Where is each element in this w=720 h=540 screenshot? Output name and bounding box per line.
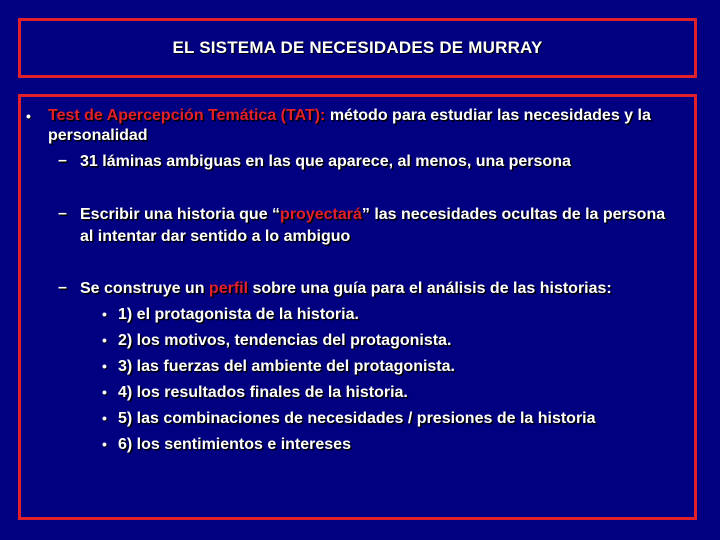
proyectara-highlight: proyectará bbox=[280, 206, 362, 223]
sub-item-2-pre: Escribir una historia que “ bbox=[80, 206, 281, 223]
main-bullet-line1-rest: método para estudiar las necesidades y la bbox=[325, 107, 651, 124]
main-bullet-marker: • bbox=[26, 108, 31, 124]
title-box bbox=[18, 18, 697, 78]
profile-item-4: 4) los resultados finales de la historia. bbox=[118, 384, 408, 401]
main-bullet-line1 bbox=[48, 106, 651, 126]
profile-item-bullet: • bbox=[102, 384, 107, 400]
sub-item-3-post: sobre una guía para el análisis de las historias: bbox=[248, 280, 612, 297]
profile-item-bullet: • bbox=[102, 358, 107, 374]
profile-item-6: 6) los sentimientos e intereses bbox=[118, 436, 351, 453]
profile-item-2: 2) los motivos, tendencias del protagonista. bbox=[118, 332, 452, 349]
profile-item-5: 5) las combinaciones de necesidades / presiones de la historia bbox=[118, 410, 596, 427]
perfil-highlight: perfil bbox=[208, 280, 249, 297]
profile-item-bullet: • bbox=[102, 332, 107, 348]
tat-highlight: Test de Apercepción Temática (TAT): bbox=[48, 107, 326, 124]
sub-item-3-pre: Se construye un bbox=[80, 280, 209, 297]
sub-item-3-text bbox=[80, 279, 612, 299]
sub-item-2-post: ” las necesidades ocultas de la persona bbox=[361, 206, 666, 223]
slide-title: EL SISTEMA DE NECESIDADES DE MURRAY bbox=[172, 38, 543, 57]
sub-item-2-line2: al intentar dar sentido a lo ambiguo bbox=[80, 228, 351, 245]
profile-item-1: 1) el protagonista de la historia. bbox=[118, 306, 359, 323]
profile-item-bullet: • bbox=[102, 436, 107, 452]
sub-item-1-marker: – bbox=[58, 152, 67, 169]
profile-item-bullet: • bbox=[102, 410, 107, 426]
main-bullet-line2: personalidad bbox=[48, 127, 148, 144]
sub-item-2-line1 bbox=[80, 205, 665, 225]
sub-item-3-marker: – bbox=[58, 279, 67, 296]
profile-item-3: 3) las fuerzas del ambiente del protagonista. bbox=[118, 358, 455, 375]
sub-item-2-marker: – bbox=[58, 205, 67, 222]
sub-item-1-text: 31 láminas ambiguas en las que aparece, al menos, una persona bbox=[80, 153, 571, 170]
profile-item-bullet: • bbox=[102, 306, 107, 322]
